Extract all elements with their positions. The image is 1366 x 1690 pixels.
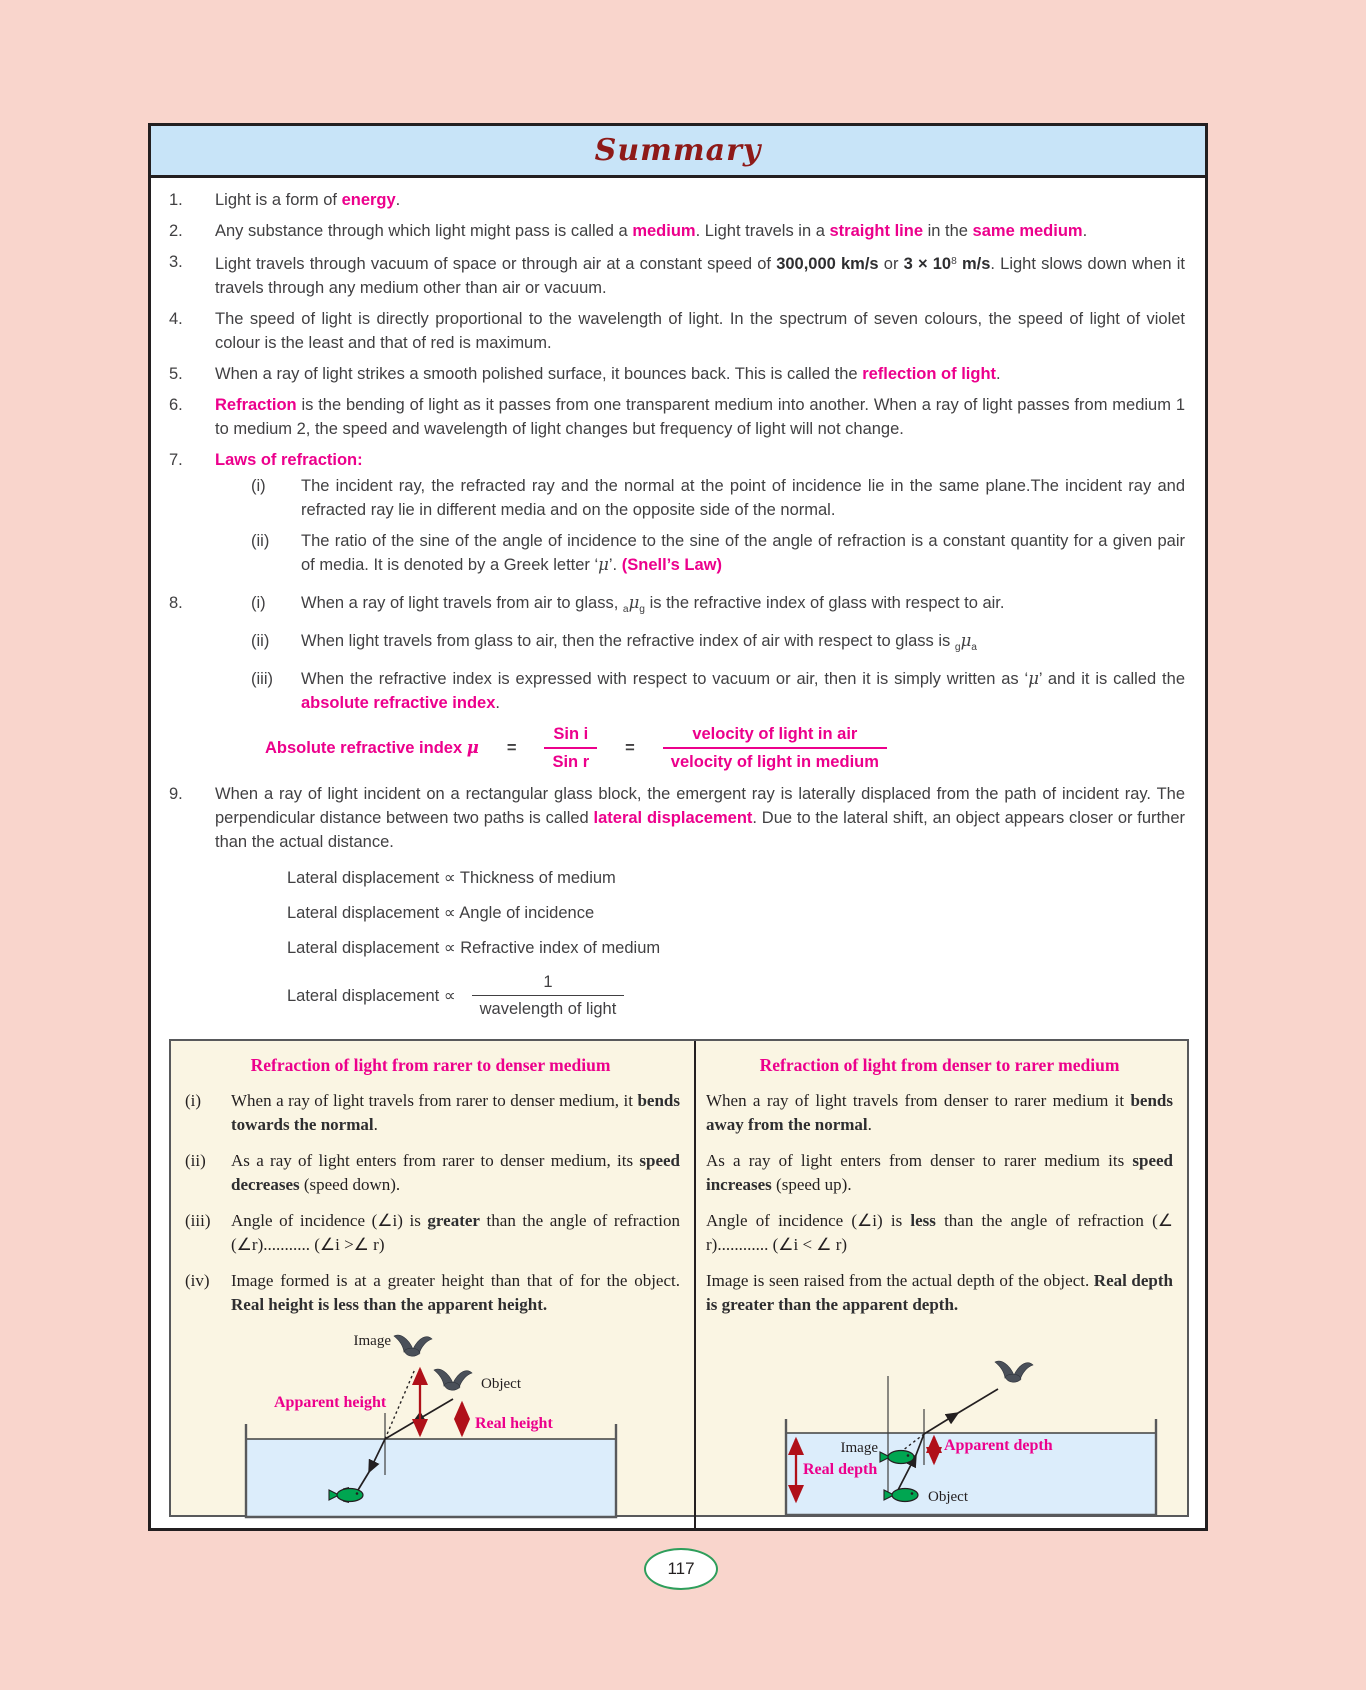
- object-label: Object: [928, 1489, 968, 1506]
- table-cell-denser-to-rarer: [696, 1041, 1187, 1531]
- table-title-left: Refraction of light from rarer to denser medium: [250, 1055, 611, 1076]
- table-item-text: When a ray of light travels from rarer to denser medium, it bends towards the normal.: [231, 1091, 680, 1135]
- item-number: 5.: [169, 365, 183, 384]
- item-number: 6.: [169, 396, 183, 415]
- list-item: [163, 448, 1185, 584]
- dotted-ray: [385, 1369, 415, 1439]
- sub-item-number: (i): [251, 594, 266, 613]
- list-item: [163, 591, 1185, 775]
- item-number: 8.: [169, 594, 183, 613]
- sub-item: [251, 474, 1185, 522]
- list-item: [163, 393, 1185, 441]
- sub-item-text: When the refractive index is expressed with respect to vacuum or air, then it is simply written as ‘μ’ and it is called the absolute refractive index.: [301, 669, 1185, 713]
- sub-item: [251, 629, 1185, 660]
- item-text: The speed of light is directly proportional to the wavelength of light. In the spectrum of seven colours, the speed of light of violet colour is the least and that of red is maximum.: [215, 310, 1185, 353]
- item-number: 4.: [169, 310, 183, 329]
- table-item-text: Image formed is at a greater height than that of for the object. Real height is less than the apparent height.: [231, 1271, 680, 1315]
- table-item: [181, 1269, 680, 1317]
- equals-sign: =: [506, 739, 517, 758]
- table-item-text: Angle of incidence (∠i) is less than the angle of refraction (∠ r)............ (∠i < ∠ r): [706, 1211, 1173, 1255]
- bird-image-icon: [394, 1335, 432, 1356]
- mu-symbol: μ: [466, 738, 479, 758]
- proportionality-line: Lateral displacement ∝ Refractive index of medium: [287, 939, 661, 958]
- proportionality-line: [287, 971, 1185, 1020]
- table-item-number: (ii): [185, 1151, 206, 1171]
- comparison-table: [169, 1039, 1189, 1517]
- item-number: 3.: [169, 253, 183, 271]
- item-number: 9.: [169, 785, 183, 804]
- sub-item-text: When a ray of light travels from air to glass, $_a\mu_g$ is the refractive index of glass with respect to air.: [301, 593, 1005, 616]
- table-cell-rarer-to-denser: [171, 1041, 696, 1531]
- list-item: [163, 188, 1185, 212]
- proportionality-line: Lateral displacement ∝ Thickness of medium: [287, 869, 616, 888]
- formula-label: Absolute refractive index μ: [265, 738, 479, 758]
- list-item: [163, 307, 1185, 355]
- item-number: 7.: [169, 451, 183, 470]
- table-item: [706, 1209, 1173, 1257]
- table-item-number: (iv): [185, 1271, 210, 1291]
- item-text: When a ray of light incident on a rectangular glass block, the emergent ray is laterally displaced from the path of incident ray. The perpendicular distance between two paths is called lateral displacement. Due to the lateral shift, an object appears closer or further than the actual distance.: [215, 785, 1185, 852]
- diagram-canvas: [181, 1329, 681, 1529]
- table-item-number: (iii): [185, 1211, 211, 1231]
- table-item-text: Angle of incidence (∠i) is greater than the angle of refraction (∠r)........... (∠i >∠ r): [231, 1211, 681, 1255]
- page-title: Summary: [594, 133, 762, 168]
- prop-prefix: Lateral displacement ∝: [287, 986, 456, 1005]
- summary-header: [151, 126, 1205, 178]
- table-item: [706, 1269, 1173, 1317]
- table-item: [181, 1209, 680, 1257]
- list-item: [163, 219, 1185, 243]
- table-item-text: Image is seen raised from the actual depth of the object. Real depth is greater than the apparent depth.: [706, 1271, 1173, 1315]
- item-text: Light is a form of energy.: [215, 191, 401, 209]
- sub-item-text: The incident ray, the refracted ray and the normal at the point of incidence lie in the same plane.The incident ray and refracted ray lie in different media and on the opposite side of the normal.: [301, 477, 1185, 520]
- refractive-index-formula: [265, 723, 1185, 773]
- item-text: Any substance through which light might pass is called a medium. Light travels in a straight line in the same medium.: [215, 222, 1088, 240]
- table-item-number: (i): [185, 1091, 202, 1111]
- apparent-height-label: Apparent height: [274, 1394, 387, 1412]
- bird-object-icon: [434, 1369, 472, 1390]
- equals-sign: =: [625, 739, 635, 758]
- list-item: [163, 782, 1185, 1031]
- object-label: Object: [481, 1376, 521, 1393]
- real-depth-label: Real depth: [803, 1461, 878, 1479]
- item-number: 2.: [169, 222, 183, 240]
- proportionality-list: [287, 866, 1185, 1020]
- apparent-depth-label: Apparent depth: [944, 1437, 1053, 1455]
- item-text: Light travels through vacuum of space or through air at a constant speed of 300,000 km/s or $3 \times 10^8$ m/s. Light slows down when it travels through any medium other than air or vacuum.: [215, 255, 1185, 298]
- refracted-ray: [924, 1413, 958, 1434]
- page-number-badge: [644, 1548, 718, 1590]
- summary-list: [151, 178, 1205, 1031]
- sub-item-number: (ii): [251, 532, 270, 551]
- table-item: [706, 1149, 1173, 1197]
- bird-icon: [995, 1361, 1033, 1382]
- rarer-to-denser-diagram: [181, 1329, 680, 1529]
- table-item-text: As a ray of light enters from denser to rarer medium its speed increases (speed up).: [706, 1151, 1173, 1195]
- sub-item: [251, 529, 1185, 577]
- summary-box: [148, 123, 1208, 1531]
- sub-item: [251, 591, 1185, 622]
- sin-fraction: Sin i Sin r: [544, 723, 597, 773]
- table-item: [181, 1149, 680, 1197]
- diagram-canvas: [706, 1349, 1178, 1529]
- sub-item-text: When light travels from glass to air, then the refractive index of air with respect to glass is $_g\mu_a$: [301, 631, 977, 654]
- table-title-right: Refraction of light from denser to rarer medium: [759, 1055, 1120, 1076]
- table-item: [706, 1089, 1173, 1137]
- sub-item: [251, 667, 1185, 715]
- item-heading: Laws of refraction:: [215, 451, 363, 470]
- sub-item-number: (ii): [251, 632, 270, 651]
- real-height-label: Real height: [475, 1415, 553, 1433]
- list-item: [163, 362, 1185, 386]
- page-number: 117: [667, 1559, 695, 1578]
- item-text: When a ray of light strikes a smooth polished surface, it bounces back. This is called the reflection of light.: [215, 365, 1001, 384]
- list-item: [163, 250, 1185, 300]
- sub-item-number: (i): [251, 477, 266, 496]
- table-item: [181, 1089, 680, 1137]
- denser-to-rarer-diagram: [706, 1349, 1173, 1529]
- item-number: 1.: [169, 191, 183, 209]
- sub-item-text: The ratio of the sine of the angle of incidence to the sine of the angle of refraction is a constant quantity for a given pair of media. It is denoted by a Greek letter ‘μ’. (Snell’s Law): [301, 532, 1185, 575]
- table-item-text: When a ray of light travels from denser to rarer medium it bends away from the normal.: [706, 1091, 1173, 1135]
- image-label: Image: [840, 1440, 878, 1457]
- sub-item-number: (iii): [251, 670, 273, 689]
- wavelength-fraction: 1 wavelength of light: [472, 971, 625, 1020]
- table-item-text: As a ray of light enters from rarer to denser medium, its speed decreases (speed down).: [231, 1151, 680, 1195]
- water: [247, 1439, 615, 1517]
- velocity-fraction: velocity of light in air velocity of light in medium: [663, 723, 887, 773]
- image-label: Image: [353, 1333, 391, 1350]
- proportionality-line: Lateral displacement ∝ Angle of incidence: [287, 904, 595, 923]
- item-text: Refraction is the bending of light as it passes from one transparent medium into another. When a ray of light passes from medium 1 to medium 2, the speed and wavelength of light changes but frequency of light will not change.: [215, 396, 1185, 439]
